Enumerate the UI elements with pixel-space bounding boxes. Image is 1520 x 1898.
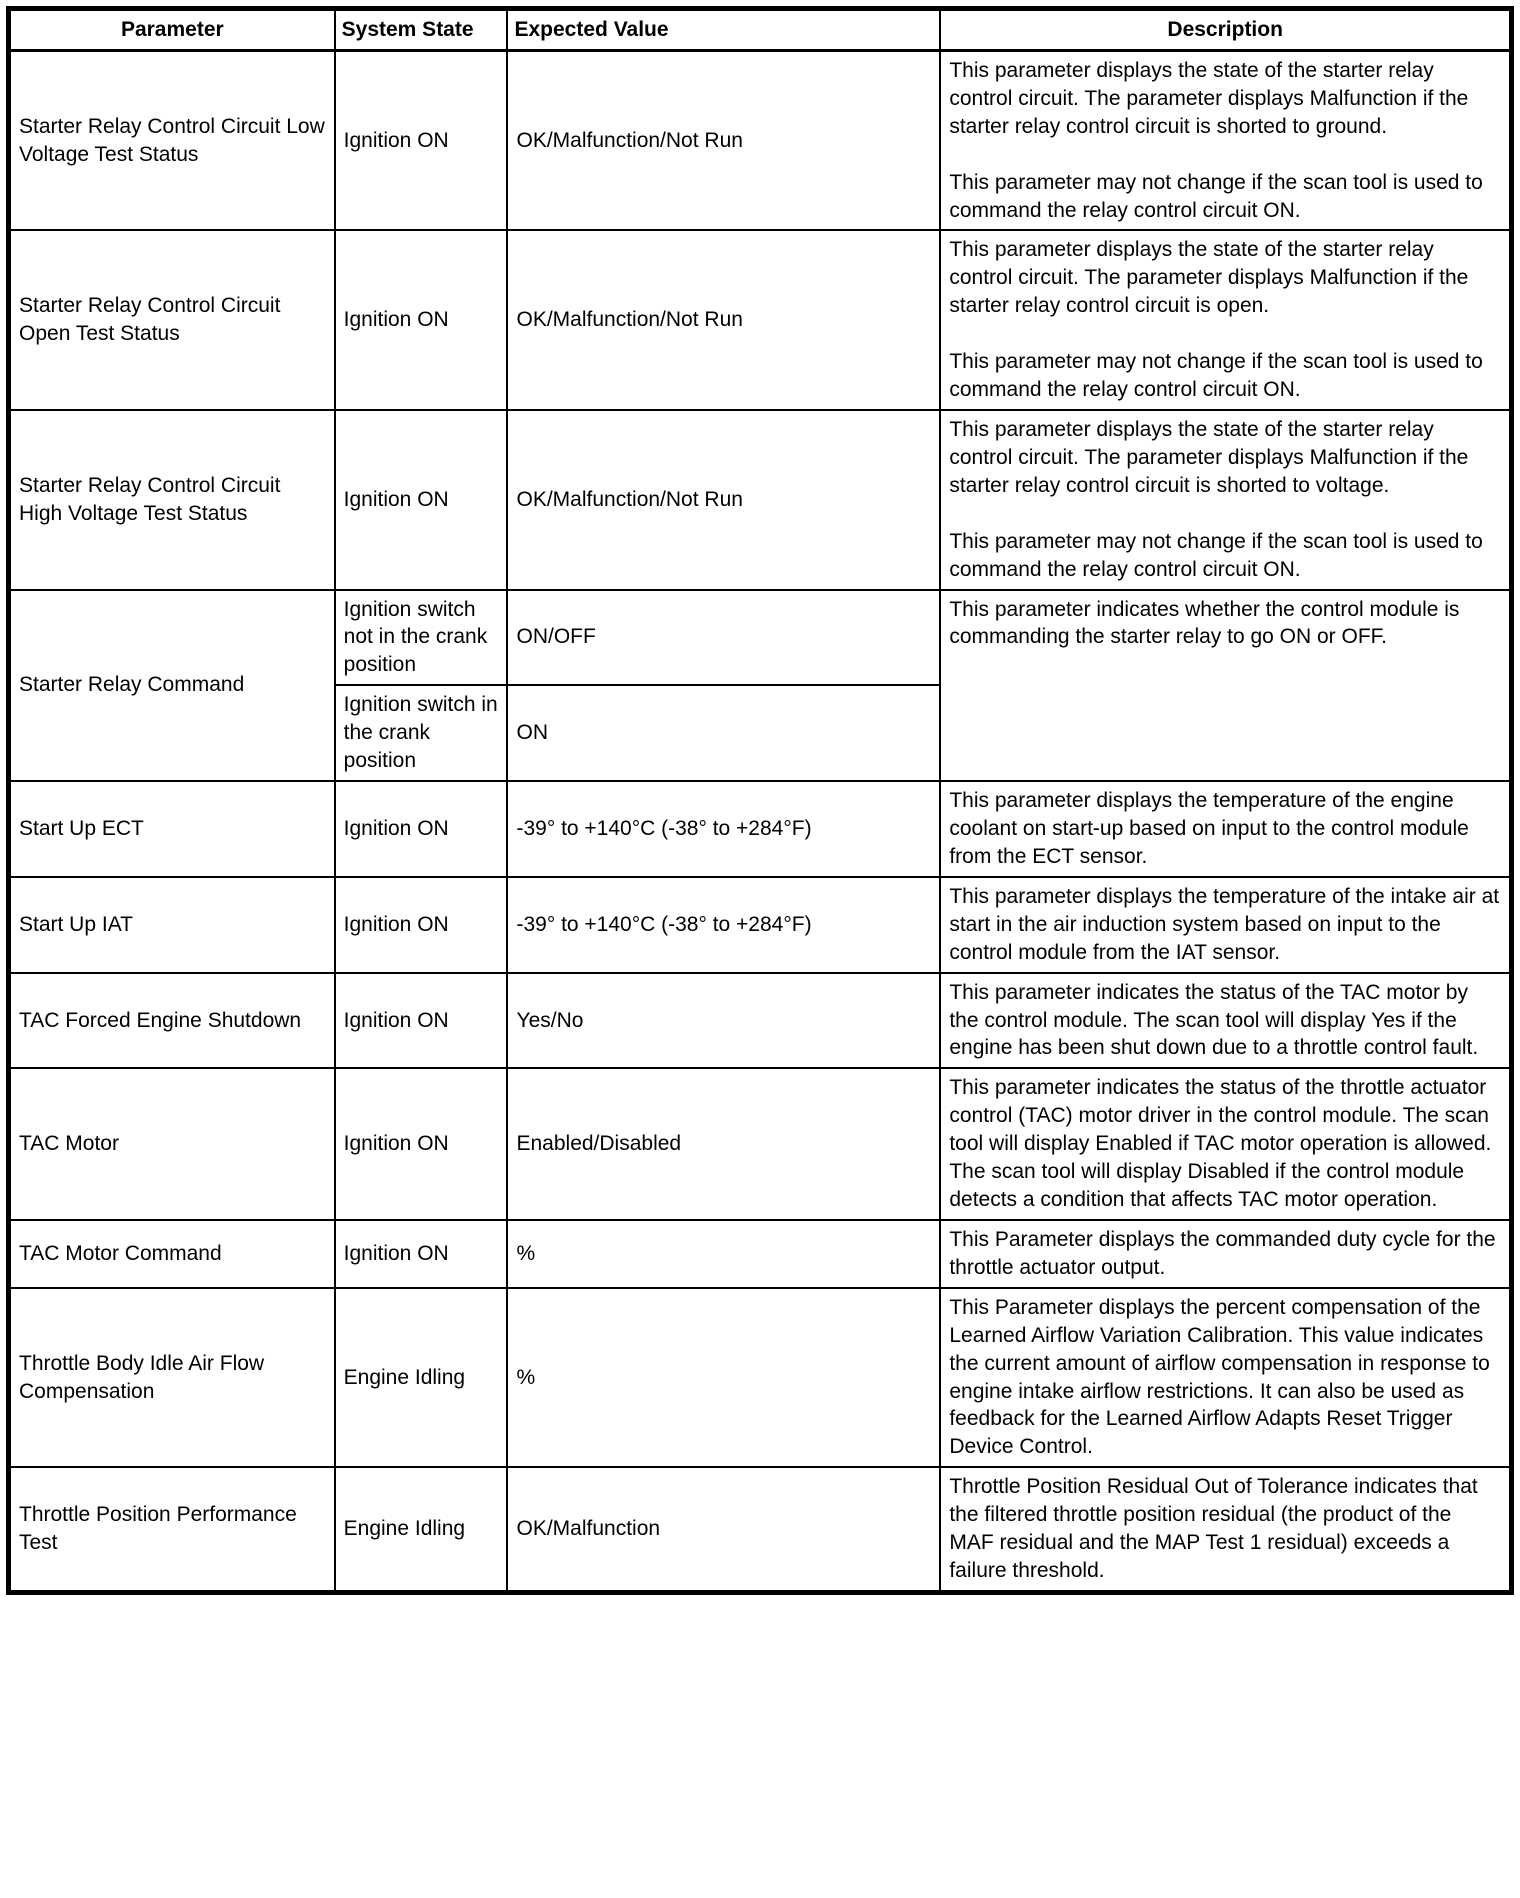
description-paragraph: This parameter may not change if the scan tool is used to command the relay control circuit ON. (949, 350, 1483, 402)
description-paragraph: This parameter displays the temperature of the intake air at start in the air induction system based on input to the control module from the IAT sensor. (949, 884, 1500, 964)
header-row (9, 9, 1512, 51)
parameter-cell: Throttle Position Performance Test (9, 1467, 335, 1592)
system-state-cell: Ignition ON (335, 50, 508, 230)
description-paragraph: Throttle Position Residual Out of Tolerance indicates that the filtered throttle position residual (the product of the MAF residual and the MAP Test 1 residual) exceeds a failure threshold. (949, 1475, 1478, 1583)
description-paragraph: This parameter may not change if the scan tool is used to command the relay control circuit ON. (949, 529, 1483, 581)
description-cell (940, 1288, 1511, 1468)
expected-value-cell: ON/OFF (507, 590, 940, 686)
table-row (9, 410, 1512, 590)
expected-value-cell: OK/Malfunction/Not Run (507, 410, 940, 590)
table-row (9, 230, 1512, 410)
table-row (9, 590, 1512, 686)
system-state-cell: Ignition switch not in the crank position (335, 590, 508, 686)
description-cell (940, 877, 1511, 973)
expected-value-cell: ON (507, 685, 940, 781)
system-state-cell: Ignition ON (335, 877, 508, 973)
expected-value-cell: OK/Malfunction (507, 1467, 940, 1592)
description-paragraph: This parameter indicates the status of the throttle actuator control (TAC) motor driver in the control module. The scan tool will display Enabled if TAC motor operation is allowed. The scan tool will display Disabled if the control module detects a condition that affects TAC motor operation. (949, 1076, 1492, 1212)
header-cell-expected-value: Expected Value (507, 9, 940, 51)
system-state-cell: Ignition ON (335, 230, 508, 410)
system-state-cell: Ignition ON (335, 781, 508, 877)
description-cell (940, 1220, 1511, 1288)
header-cell-description: Description (940, 9, 1511, 51)
parameter-cell: TAC Motor Command (9, 1220, 335, 1288)
parameter-cell: Start Up IAT (9, 877, 335, 973)
description-paragraph: This parameter displays the state of the starter relay control circuit. The parameter displays Malfunction if the starter relay control circuit is shorted to ground. (949, 58, 1469, 138)
description-cell (940, 1068, 1511, 1220)
parameter-cell: TAC Forced Engine Shutdown (9, 973, 335, 1069)
table-row (9, 877, 1512, 973)
table-row (9, 781, 1512, 877)
system-state-cell: Ignition ON (335, 973, 508, 1069)
system-state-cell: Ignition ON (335, 410, 508, 590)
table-header (9, 9, 1512, 51)
system-state-cell: Engine Idling (335, 1288, 508, 1468)
description-paragraph: This parameter may not change if the scan tool is used to command the relay control circuit ON. (949, 170, 1483, 222)
description-paragraph: This parameter displays the state of the starter relay control circuit. The parameter displays Malfunction if the starter relay control circuit is open. (949, 238, 1469, 318)
description-cell (940, 230, 1511, 410)
parameter-cell: Throttle Body Idle Air Flow Compensation (9, 1288, 335, 1468)
table-row (9, 1220, 1512, 1288)
expected-value-cell: -39° to +140°C (-38° to +284°F) (507, 877, 940, 973)
table-row (9, 1467, 1512, 1592)
description-paragraph: This parameter indicates the status of the TAC motor by the control module. The scan tool will display Yes if the engine has been shut down due to a throttle control fault. (949, 980, 1479, 1060)
parameter-cell: Starter Relay Control Circuit Low Voltage Test Status (9, 50, 335, 230)
description-cell (940, 781, 1511, 877)
table-row (9, 1068, 1512, 1220)
expected-value-cell: -39° to +140°C (-38° to +284°F) (507, 781, 940, 877)
description-paragraph: This parameter displays the temperature of the engine coolant on start-up based on input to the control module from the ECT sensor. (949, 789, 1469, 868)
parameter-cell: Starter Relay Control Circuit Open Test Status (9, 230, 335, 410)
expected-value-cell: % (507, 1288, 940, 1468)
parameters-table (6, 6, 1514, 1595)
expected-value-cell: Yes/No (507, 973, 940, 1069)
description-cell (940, 973, 1511, 1069)
expected-value-cell: OK/Malfunction/Not Run (507, 230, 940, 410)
parameter-cell: Starter Relay Control Circuit High Voltage Test Status (9, 410, 335, 590)
description-paragraph: This parameter indicates whether the control module is commanding the starter relay to go ON or OFF. (949, 597, 1460, 649)
table-body (9, 50, 1512, 1592)
description-cell (940, 410, 1511, 590)
description-cell (940, 590, 1511, 782)
table-row (9, 973, 1512, 1069)
description-paragraph: This Parameter displays the percent compensation of the Learned Airflow Variation Calibration. This value indicates the current amount of airflow compensation in response to engine intake airflow restrictions. It can also be used as feedback for the Learned Airflow Adapts Reset Trigger Device Control. (949, 1295, 1490, 1459)
expected-value-cell: % (507, 1220, 940, 1288)
expected-value-cell: Enabled/Disabled (507, 1068, 940, 1220)
table-row (9, 50, 1512, 230)
parameter-cell: Starter Relay Command (9, 590, 335, 782)
description-paragraph: This Parameter displays the commanded duty cycle for the throttle actuator output. (949, 1227, 1496, 1279)
description-cell (940, 50, 1511, 230)
system-state-cell: Engine Idling (335, 1467, 508, 1592)
system-state-cell: Ignition switch in the crank position (335, 685, 508, 781)
description-cell (940, 1467, 1511, 1592)
header-cell-system-state: System State (335, 9, 508, 51)
table-row (9, 1288, 1512, 1468)
parameter-cell: TAC Motor (9, 1068, 335, 1220)
header-cell-parameter: Parameter (9, 9, 335, 51)
expected-value-cell: OK/Malfunction/Not Run (507, 50, 940, 230)
system-state-cell: Ignition ON (335, 1220, 508, 1288)
system-state-cell: Ignition ON (335, 1068, 508, 1220)
description-paragraph: This parameter displays the state of the starter relay control circuit. The parameter displays Malfunction if the starter relay control circuit is shorted to voltage. (949, 417, 1469, 497)
parameter-cell: Start Up ECT (9, 781, 335, 877)
